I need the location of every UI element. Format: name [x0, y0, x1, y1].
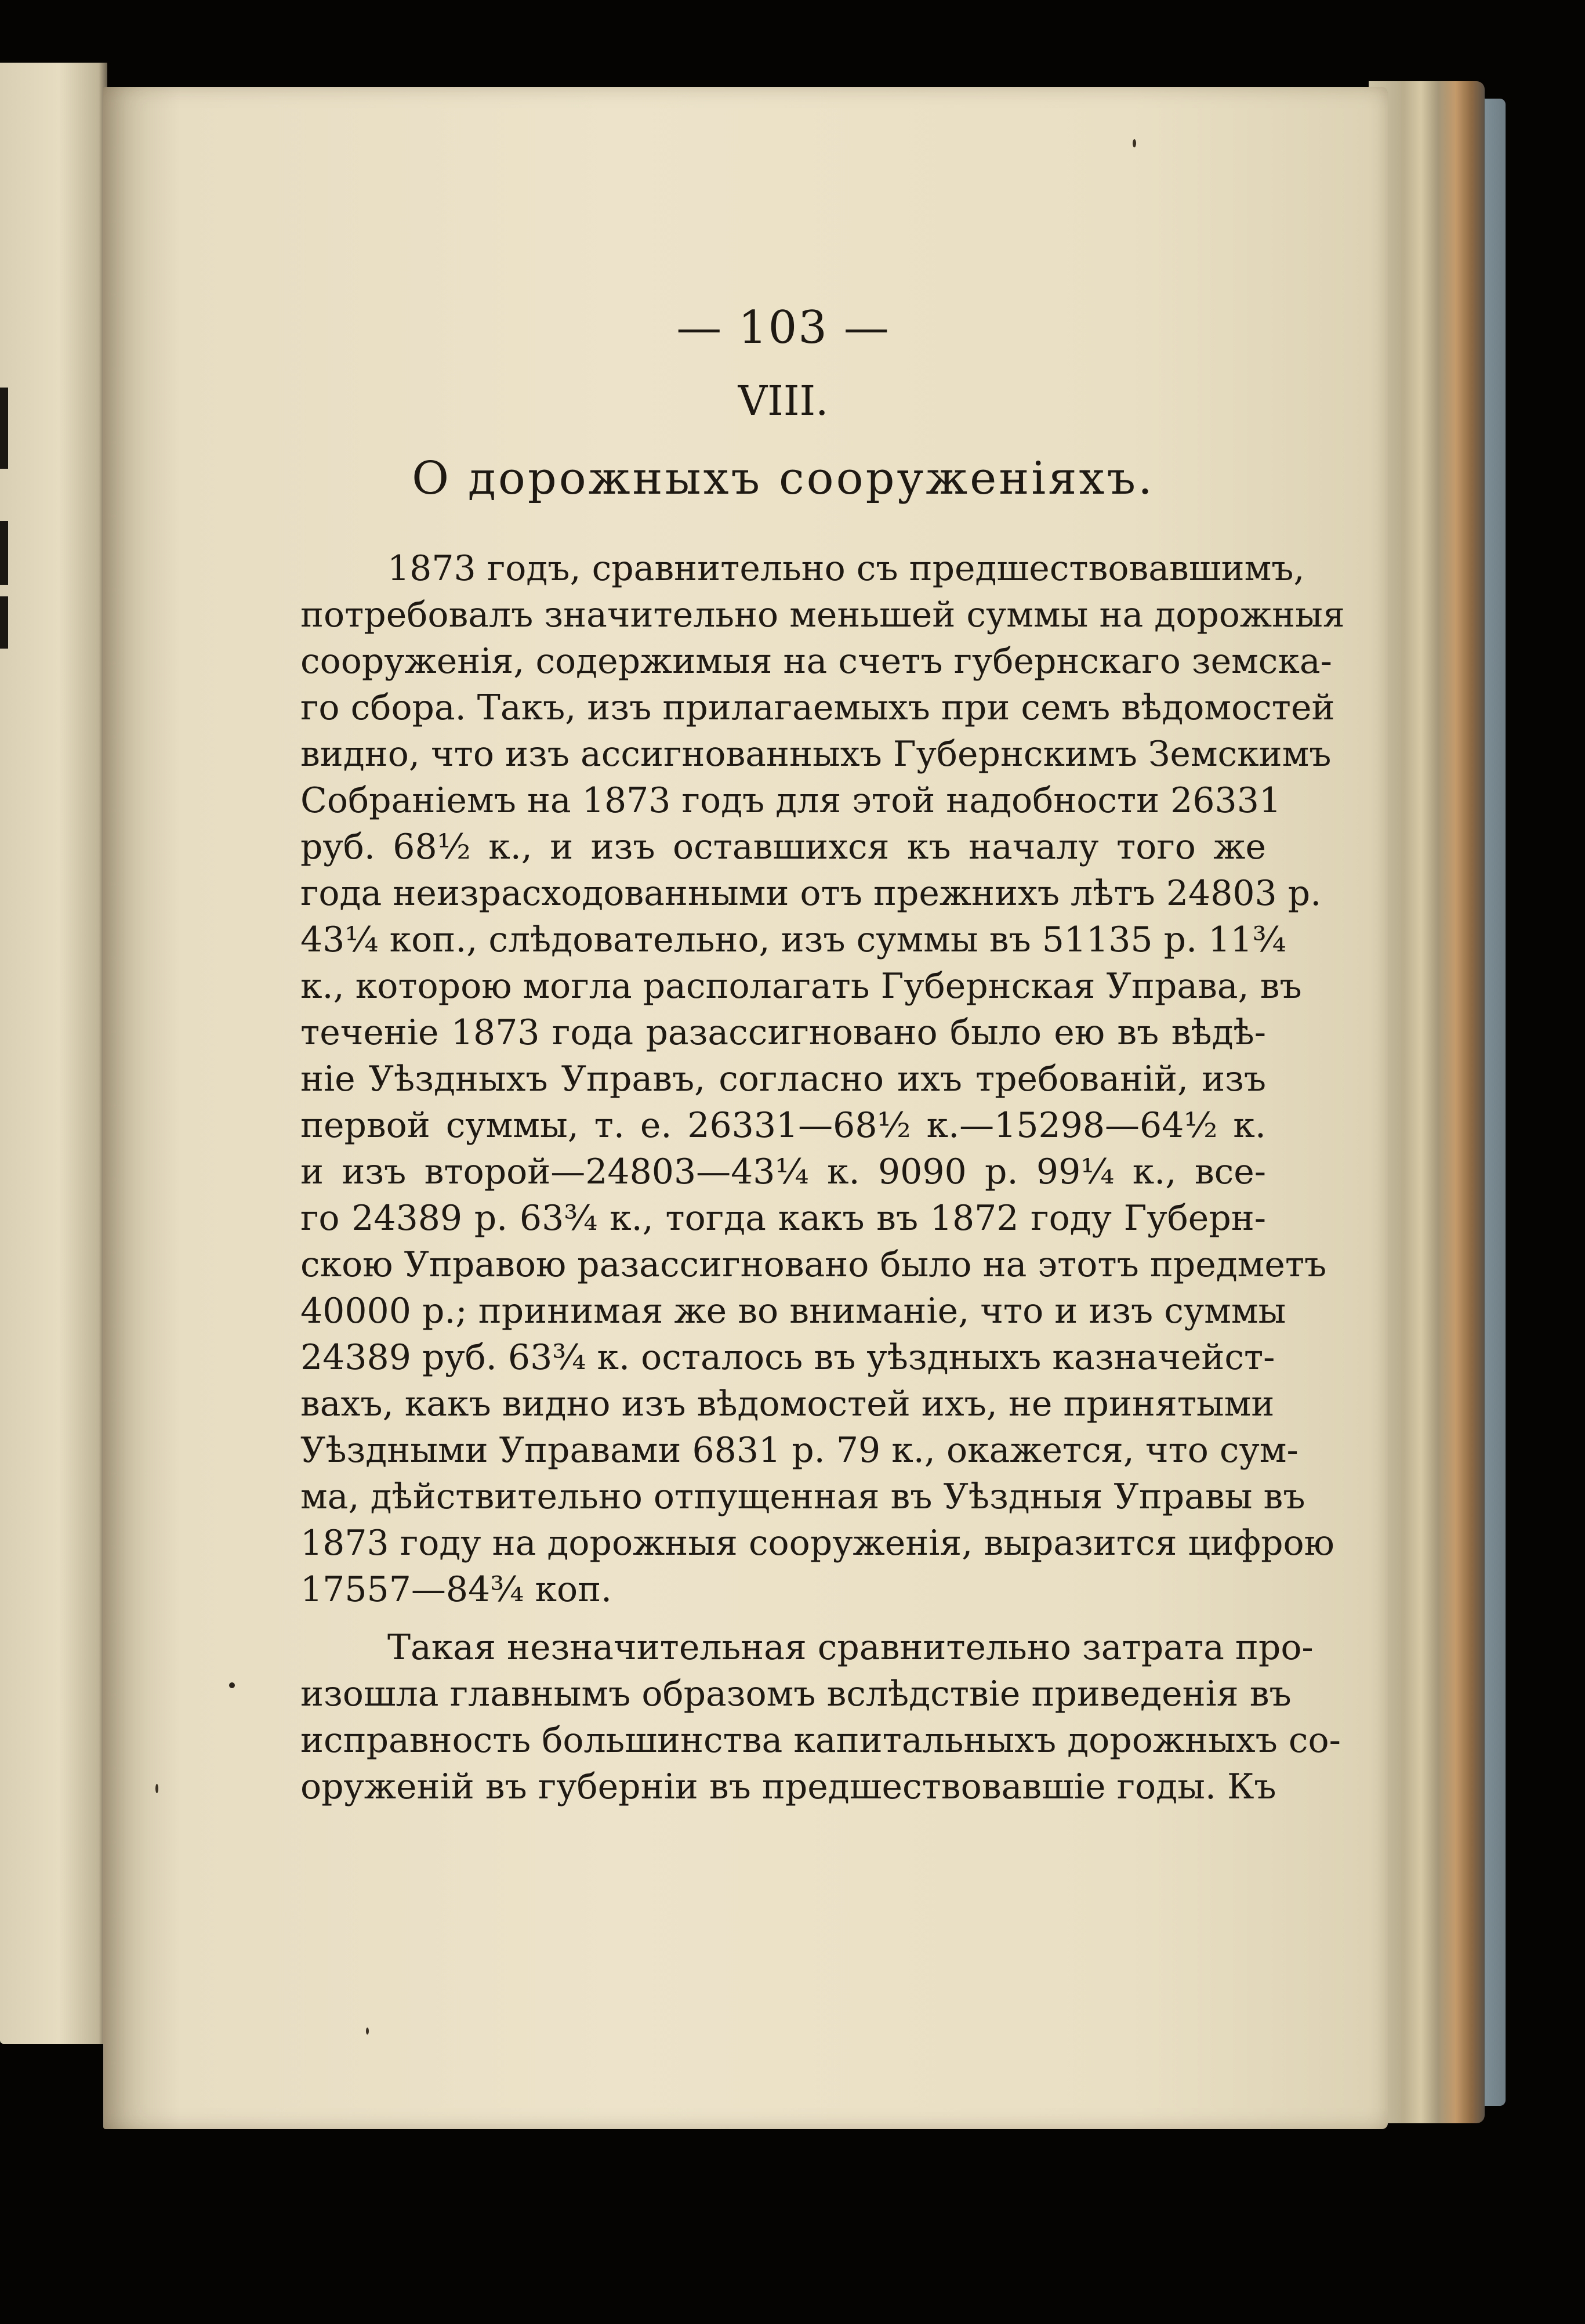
text-line: первой суммы, т. е. 26331—68½ к.—15298—64½ к. — [300, 1105, 1266, 1146]
text-line: вахъ, какъ видно изъ вѣдомостей ихъ, не принятыми — [300, 1384, 1275, 1424]
text-line: к., которою могла располагать Губернская Управа, въ — [300, 966, 1302, 1007]
text-line: теченіе 1873 года разассигновано было ею въ вѣдѣ- — [300, 1012, 1266, 1053]
paper-speck — [366, 2028, 369, 2035]
page-number: — 103 — — [676, 302, 890, 354]
text-line: оруженій въ губерніи въ предшествовавшіе годы. Къ — [300, 1766, 1276, 1807]
text-line: го сбора. Такъ, изъ прилагаемыхъ при семъ вѣдомостей — [300, 687, 1335, 728]
margin-dot — [229, 1682, 235, 1688]
text-line: исправность большинства капитальныхъ дорожныхъ со- — [300, 1720, 1341, 1761]
text-line: Собраніемъ на 1873 годъ для этой надобности 26331 — [300, 780, 1282, 821]
text-line: скою Управою разассигновано было на этотъ предметъ — [300, 1244, 1327, 1285]
text-line: 40000 р.; принимая же во вниманіе, что и изъ суммы — [300, 1291, 1286, 1331]
text-line: Такая незначительная сравнительно затрата про- — [387, 1627, 1314, 1668]
text-line: ніе Уѣздныхъ Управъ, согласно ихъ требованій, изъ — [300, 1059, 1266, 1099]
paper-speck — [1133, 139, 1136, 147]
text-line: сооруженія, содержимыя на счетъ губернскаго земска- — [300, 641, 1332, 682]
text-line: 43¼ коп., слѣдовательно, изъ суммы въ 51135 р. 11¾ — [300, 920, 1286, 960]
binding-mark — [0, 596, 8, 649]
text-line: 1873 году на дорожныя сооруженія, выразится цифрою — [300, 1523, 1334, 1563]
text-line: 17557—84¾ коп. — [300, 1569, 612, 1610]
text-line: и изъ второй—24803—43¼ к. 9090 р. 99¼ к., все- — [300, 1152, 1266, 1192]
binding-mark — [0, 388, 8, 469]
binding-mark — [0, 521, 8, 585]
text-line: года неизрасходованными отъ прежнихъ лѣтъ 24803 р. — [300, 873, 1322, 914]
text-line: 1873 годъ, сравнительно съ предшествовавшимъ, — [387, 548, 1305, 589]
text-line: ма, дѣйствительно отпущенная въ Уѣздныя Управы въ — [300, 1476, 1305, 1517]
text-line: потребовалъ значительно меньшей суммы на дорожныя — [300, 595, 1345, 635]
text-line: руб. 68½ к., и изъ оставшихся къ началу того же — [300, 827, 1266, 867]
text-line: изошла главнымъ образомъ вслѣдствіе приведенія въ — [300, 1674, 1292, 1714]
text-line: видно, что изъ ассигнованныхъ Губернскимъ Земскимъ — [300, 734, 1332, 774]
previous-page-edge — [0, 63, 107, 2044]
section-title: О дорожныхъ сооруженіяхъ. — [412, 453, 1155, 505]
book-page — [103, 87, 1388, 2129]
paper-speck — [155, 1784, 158, 1793]
section-number: VIII. — [738, 377, 829, 425]
text-line: го 24389 р. 63¾ к., тогда какъ въ 1872 году Губерн- — [300, 1198, 1266, 1239]
text-line: 24389 руб. 63¾ к. осталось въ уѣздныхъ казначейст- — [300, 1337, 1275, 1378]
text-line: Уѣздными Управами 6831 р. 79 к., окажется, что сум- — [300, 1430, 1299, 1471]
